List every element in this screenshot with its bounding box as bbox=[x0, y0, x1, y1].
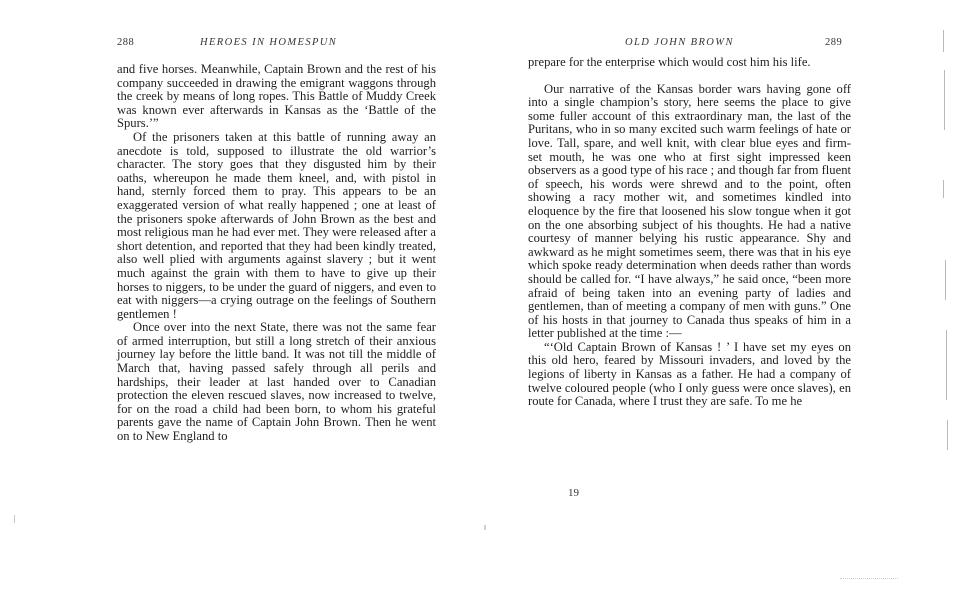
paragraph: prepare for the enterprise which would cost him his life. bbox=[528, 55, 811, 69]
paragraph: Our narrative of the Kansas border wars having gone off into a single champion’s story, here seems the place to give some fuller account of this extraordinary man, the last of the Puritans, who in so many excited such warm feelings of hate or love. Tall, spare, and well knit, with clear blue eyes and firm-set mouth, he was one who at first sight impressed keen observers as a good type of his race ; and though far from fluent of speech, his words were shrewd and to the point, often showing a racy mother wit, and sometimes kindled into eloquence by the fire that loosened his slow tongue when it got on the one absorbing subject of his thoughts. He had a native courtesy of manner belying his rustic appearance. Shy and awkward as he might sometimes seem, there was that in his eye which spoke ready determination when deeds rather than words should be called for. “I have always,” he said once, “been more afraid of being taken into an evening party of ladies and gentlemen, than of meeting a company of men with guns.” One of his hosts in that journey to Canada thus speaks of him in a letter published at the time :— bbox=[528, 81, 851, 341]
scan-dots bbox=[840, 578, 898, 580]
right-page-number: 289 bbox=[825, 37, 843, 48]
page-edge-marks bbox=[938, 30, 950, 470]
paragraph: Once over into the next State, there was not the same fear of armed interruption, but still a long stretch of their anxious journey lay before the little band. It was not till the middle of March that, having passed safely through all perils and hardships, their leader at last handed over to Canadian protection the eleven rescued slaves, now increased to twelve, for on the road a child had been born, to whom his grateful parents gave the name of Captain John Brown. Then he went on to New England to bbox=[117, 320, 436, 444]
right-running-head: OLD JOHN BROWN bbox=[625, 37, 734, 48]
paragraph-gap bbox=[528, 70, 851, 83]
scan-mark bbox=[14, 515, 15, 523]
signature-mark: 19 bbox=[568, 487, 579, 499]
paragraph: “‘Old Captain Brown of Kansas ! ’ I have set my eyes on this old hero, feared by Missouri invaders, and loved by the legions of liberty in Kansas as a father. He had a company of twelve coloured people (who I only guess were once slaves), en route for Canada, where I trust they are safe. To me he bbox=[528, 339, 851, 409]
left-running-head: HEROES IN HOMESPUN bbox=[200, 37, 338, 48]
paragraph: and five horses. Meanwhile, Captain Brown and the rest of his company succeeded in drawing the emigrant waggons through the creek by means of long ropes. This Battle of Muddy Creek was known ever afterwards in Kansas as the ‘Battle of the Spurs.’” bbox=[117, 62, 436, 131]
gutter-mark bbox=[484, 525, 486, 530]
right-page-body bbox=[528, 56, 851, 409]
left-page-number: 288 bbox=[117, 37, 135, 48]
paragraph: Of the prisoners taken at this battle of running away an anecdote is told, supposed to illustrate the old warrior’s character. The story goes that they disgusted him by their oaths, whereupon he made them kneel, and, with pistol in hand, sternly forced them to pray. This appears to be an exaggerated version of what really happened ; one at least of the prisoners spoke afterwards of John Brown as the best and most religious man he had ever met. They were released after a short detention, and reported that they had been kindly treated, also well plied with arguments against slavery ; but it went much against the grain with them to have to give up their horses to niggers, to be under the guard of niggers, and even to eat with niggers—a crying outrage on the feelings of Southern gentlemen ! bbox=[117, 129, 436, 321]
left-page-body bbox=[117, 63, 436, 444]
